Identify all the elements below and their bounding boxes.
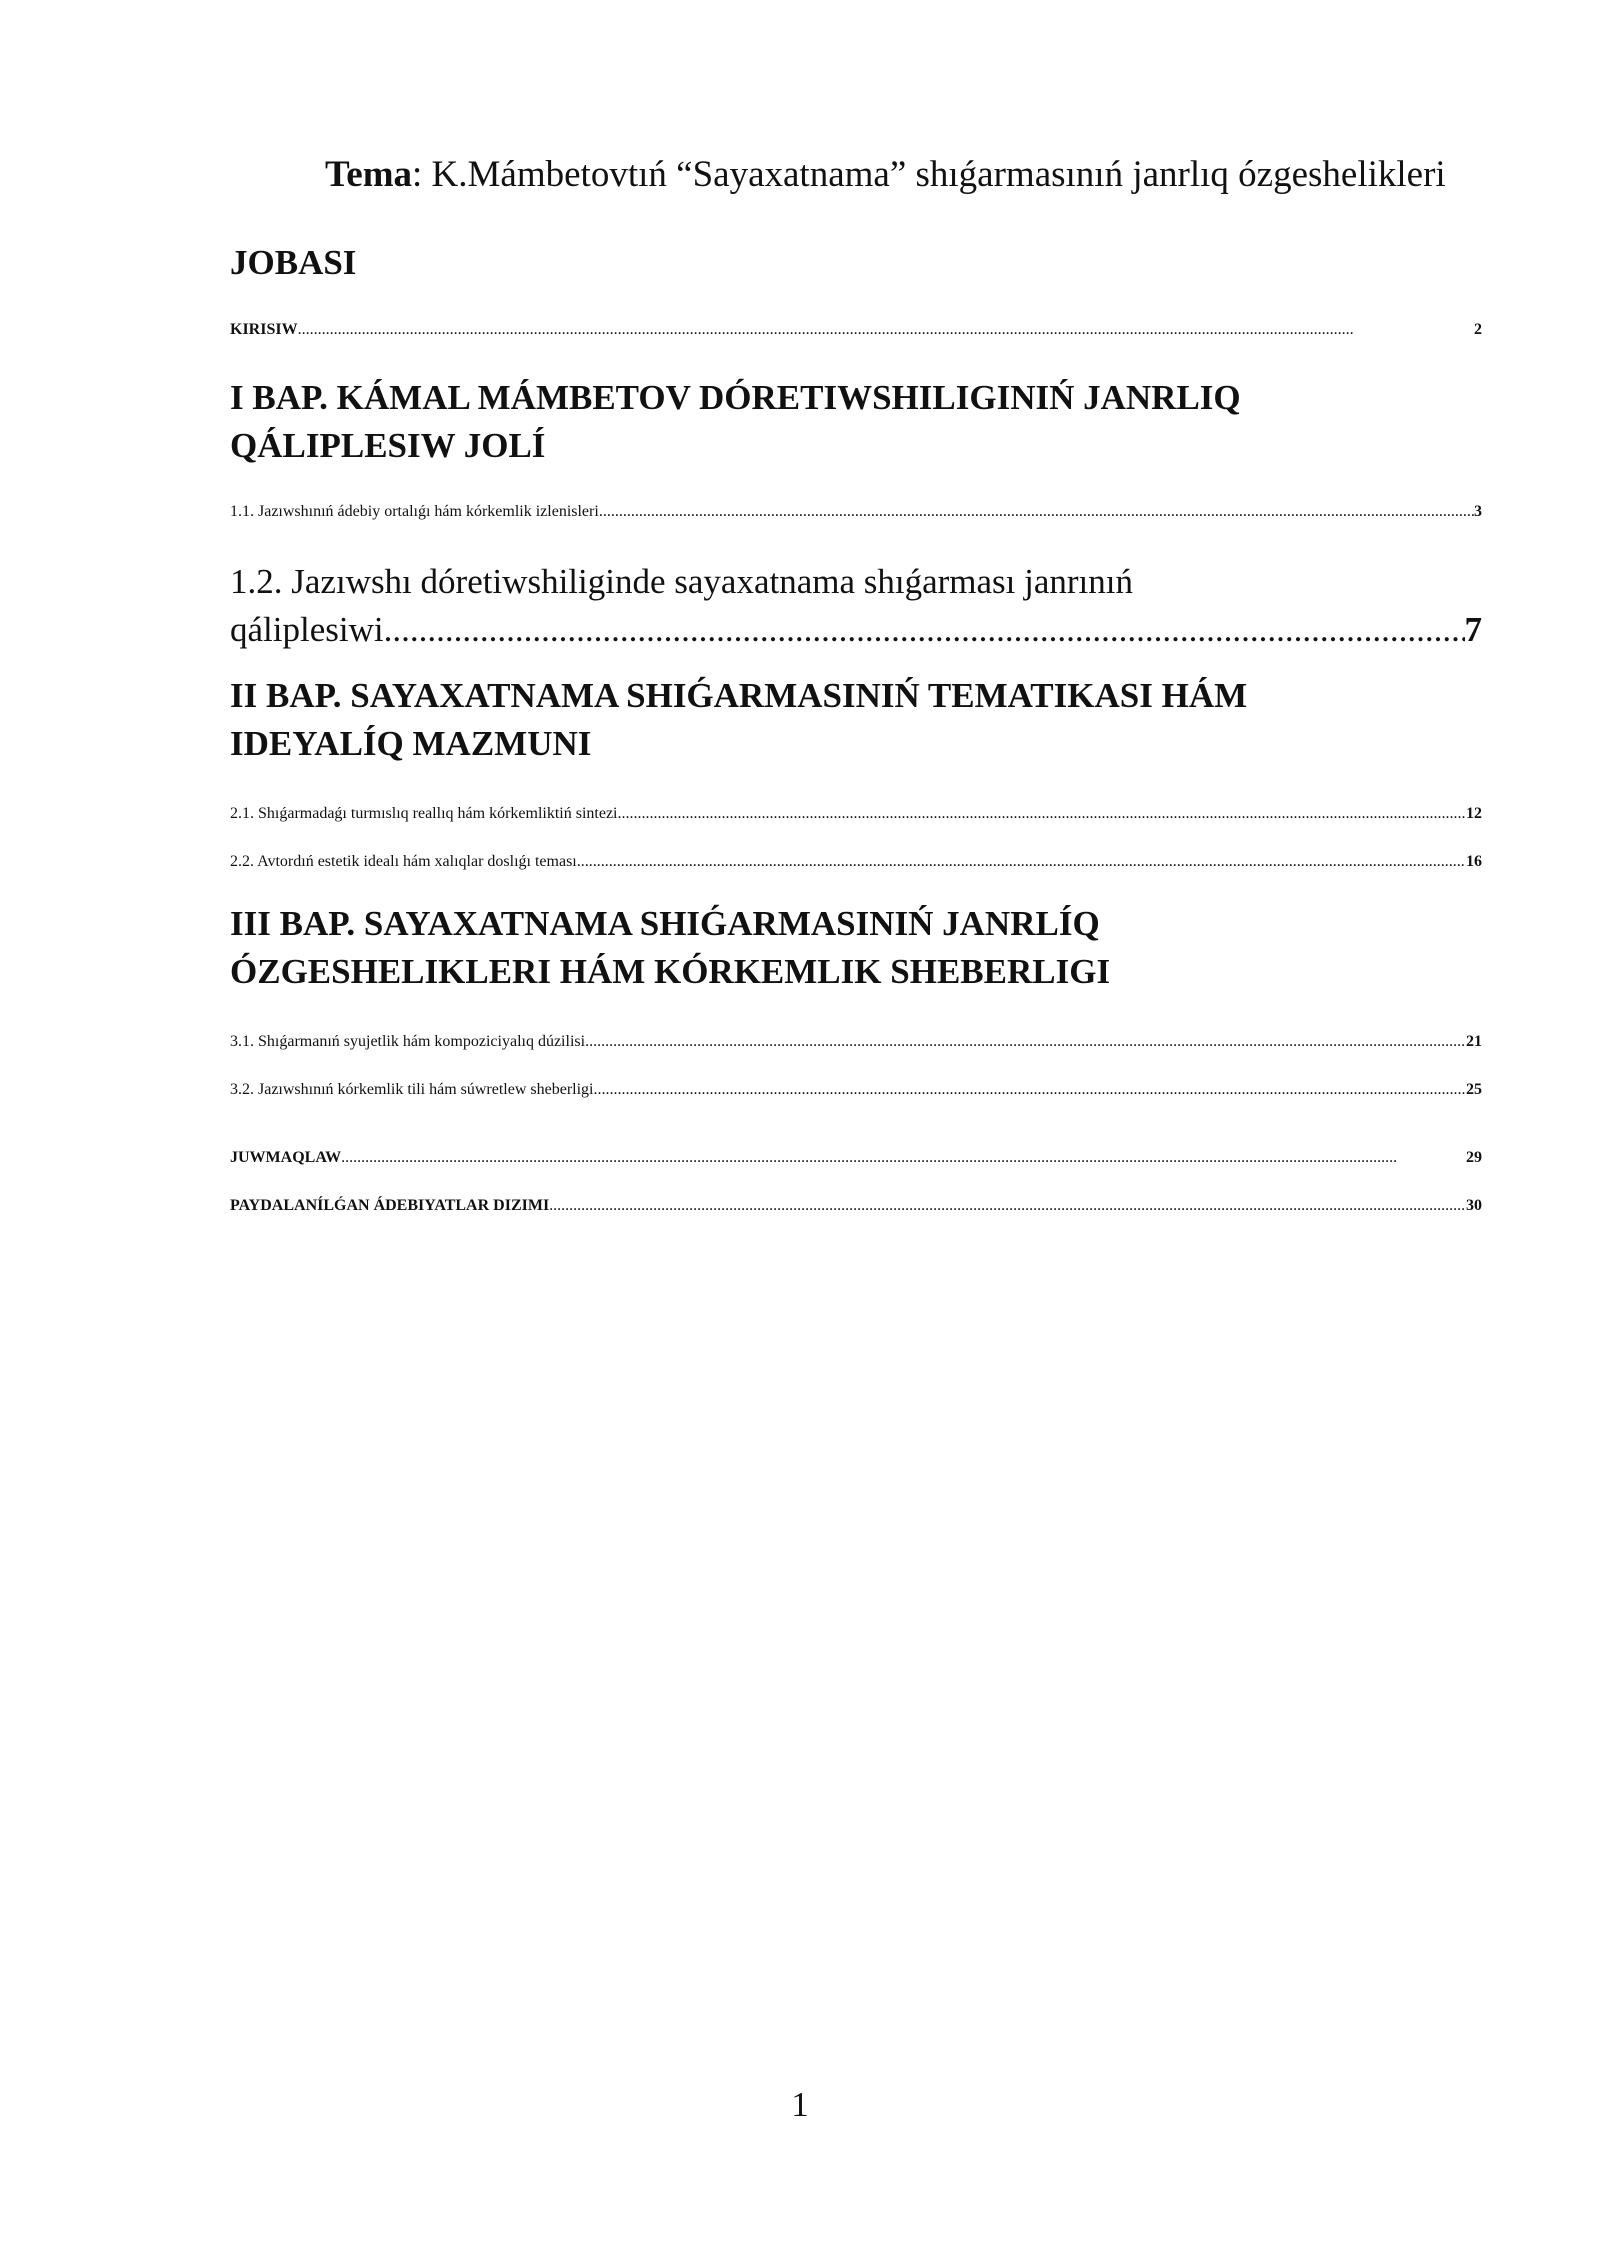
toc-chapter-1: I BAP. KÁMAL MÁMBETOV DÓRETIWSHILIGINIŃ JANRLIQ QÁLIPLESIW JOLÍ — [230, 378, 1241, 465]
toc-entry-1-2 — [230, 558, 1482, 654]
toc-entry-3-2 — [230, 1066, 1482, 1114]
toc-dot-leader — [599, 488, 1474, 536]
toc-dot-leader — [577, 838, 1466, 886]
toc-chapter-3: III BAP. SAYAXATNAMA SHIǴARMASINIŃ JANRLÍQ ÓZGESHELIKLERI HÁM KÓRKEMLIK SHEBERLIGI — [230, 904, 1111, 991]
toc-page-number: 25 — [1466, 1081, 1482, 1098]
toc-dot-leader — [594, 1066, 1467, 1114]
toc-entry-1-1 — [230, 488, 1482, 536]
toc-entry-text: 1.1. Jazıwshınıń ádebiy ortalıǵı hám kórkemlik izlenisleri — [230, 503, 599, 520]
toc-dot-leader — [341, 1134, 1466, 1182]
toc-entry-text: 3.2. Jazıwshınıń kórkemlik tili hám súwretlew sheberligi — [230, 1081, 594, 1098]
toc-dot-leader — [298, 306, 1474, 354]
toc-entry-2-1 — [230, 790, 1482, 838]
toc-entry-text: 2.2. Avtordıń estetik idealı hám xalıqlar doslıǵı teması — [230, 853, 577, 870]
toc-page-number: 7 — [1464, 610, 1482, 649]
toc-entry-text: 2.1. Shıǵarmadaǵı turmıslıq reallıq hám kórkemliktiń sintezi — [230, 805, 618, 822]
toc-entry-dizimi — [230, 1182, 1482, 1230]
toc-chapter-2: II BAP. SAYAXATNAMA SHIǴARMASINIŃ TEMATIKASI HÁM IDEYALÍQ MAZMUNI — [230, 676, 1248, 763]
toc-page-number: 3 — [1474, 503, 1482, 520]
toc-dot-leader — [585, 1018, 1466, 1066]
toc-page-number: 21 — [1466, 1033, 1482, 1050]
toc-dot-leader — [384, 606, 1465, 654]
toc-page-number: 12 — [1466, 805, 1482, 822]
topic-label: Tema — [325, 154, 413, 195]
toc-entry-text: JUWMAQLAW — [230, 1149, 342, 1166]
topic-line — [325, 150, 1525, 200]
toc-entry-text: KIRISIW — [230, 321, 298, 338]
page-number: 1 — [791, 2085, 809, 2124]
toc-page-number: 29 — [1466, 1149, 1482, 1166]
toc-entry-kirisiw — [230, 306, 1482, 354]
toc-entry-text-line2: qáliplesiwi — [230, 610, 384, 649]
toc-page-number: 16 — [1466, 853, 1482, 870]
toc-dot-leader — [617, 790, 1466, 838]
toc-dot-leader — [549, 1182, 1466, 1230]
toc-page-number: 2 — [1474, 321, 1482, 338]
toc-entry-2-2 — [230, 838, 1482, 886]
toc-heading: JOBASI — [230, 243, 357, 282]
toc-entry-text: PAYDALANÍLǴAN ÁDEBIYATLAR DIZIMI — [230, 1197, 550, 1214]
toc-entry-juwmaqlaw — [230, 1134, 1482, 1182]
toc-entry-3-1 — [230, 1018, 1482, 1066]
toc-entry-1-2-line2 — [230, 606, 1482, 654]
toc-entry-text: 3.1. Shıǵarmanıń syujetlik hám kompoziciyalıq dúzilisi — [230, 1033, 586, 1050]
topic-text: : K.Mámbetovtıń “Sayaxatnama” shıǵarmasınıń janrlıq ózgeshelikleri — [412, 154, 1446, 195]
toc-page-number: 30 — [1466, 1197, 1482, 1214]
toc-entry-text-line1: 1.2. Jazıwshı dóretiwshiliginde sayaxatnama shıǵarması janrınıń — [230, 562, 1133, 601]
